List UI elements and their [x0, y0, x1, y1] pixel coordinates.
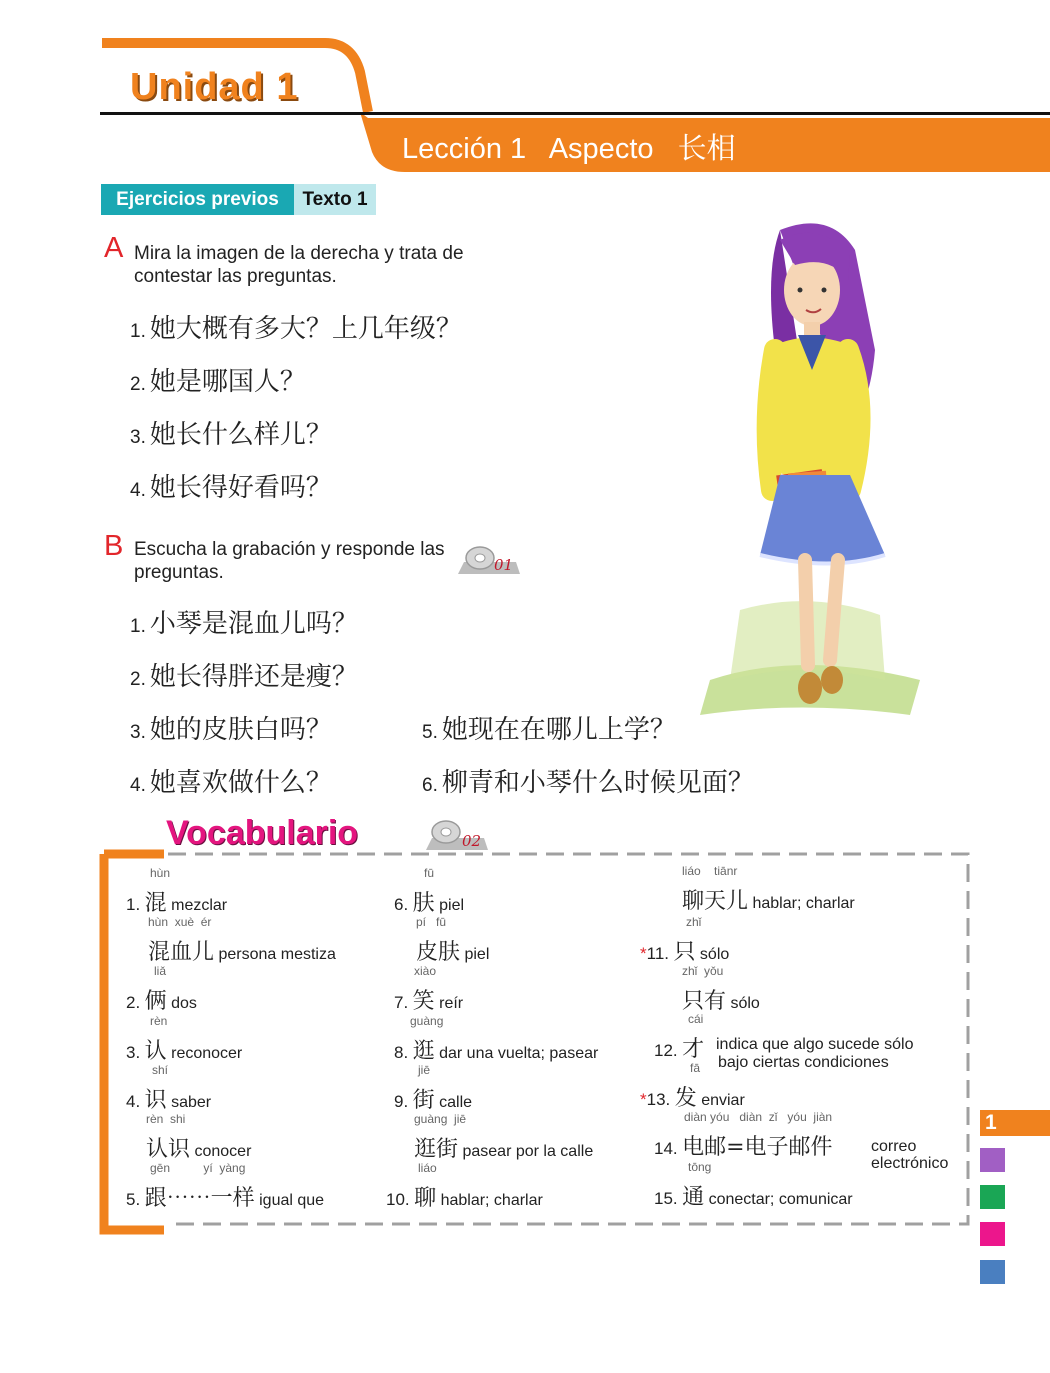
section-b-instruction: Escucha la grabación y responde las preguntas. — [134, 539, 445, 583]
vocab-entry-1b: hùn xuè ér 混血儿 persona mestiza — [148, 915, 336, 965]
side-color-tab-blue — [980, 1260, 1005, 1284]
vocab-entry-11: zhǐ *11. 只 sólo — [640, 915, 730, 965]
vocab-entry-10b: liáo tiānr 聊天儿 hablar; charlar — [682, 864, 855, 914]
vocab-entry-1: hùn 1. 混 mezclar — [126, 866, 228, 916]
lesson-title: Lección 1 Aspecto 长相 — [402, 133, 736, 165]
vocab-entry-14: diàn yóu diàn zǐ yóu jiàn 14. 电邮=电子邮件 — [654, 1110, 833, 1160]
vocab-entry-13: fā *13. 发 enviar — [640, 1061, 745, 1111]
vocab-entry-2: liǎ 2. 俩 dos — [126, 964, 197, 1014]
question-b3: 3. 她的皮肤白吗？ — [130, 715, 332, 745]
section-b-letter: B — [104, 530, 124, 562]
header-divider — [100, 112, 1050, 115]
question-b1: 1. 小琴是混血儿吗？ — [130, 609, 358, 639]
vocab-entry-15: tōng 15. 通 conectar; comunicar — [654, 1160, 853, 1210]
vocab-entry-14-meaning: correo — [871, 1138, 917, 1155]
section-a-letter: A — [104, 232, 124, 264]
vocab-entry-10: liáo 10. 聊 hablar; charlar — [386, 1161, 543, 1211]
question-b4: 4. 她喜欢做什么？ — [130, 768, 332, 798]
vocabulary-audio-track-number: 02 — [462, 832, 482, 850]
question-a2: 2. 她是哪国人？ — [130, 367, 306, 397]
side-color-tab-pink — [980, 1222, 1005, 1246]
girl-illustration — [680, 210, 930, 730]
audio-track-number: 01 — [494, 556, 514, 574]
page-number-tab — [980, 1110, 1050, 1136]
side-color-tab-green — [980, 1185, 1005, 1209]
question-a1: 1. 她大概有多大？上几年级？ — [130, 314, 462, 344]
vocab-entry-11b: zhǐ yǒu 只有 sólo — [682, 964, 760, 1014]
question-a3: 3. 她长什么样儿？ — [130, 420, 332, 450]
vocabulary-title: Vocabulario — [166, 814, 359, 852]
audio-cd-icon[interactable] — [456, 540, 522, 578]
question-b5: 5. 她现在在哪儿上学？ — [422, 715, 676, 745]
vocab-entry-4b: rèn shi 认识 conocer — [146, 1112, 252, 1162]
question-b6: 6. 柳青和小琴什么时候见面？ — [422, 768, 754, 798]
tab-prev-exercises: Ejercicios previos — [101, 184, 294, 215]
section-a-instruction: Mira la imagen de la derecha y trata de contestar las preguntas. — [134, 243, 464, 287]
question-a4: 4. 她长得好看吗？ — [130, 473, 332, 503]
side-color-tab-purple — [980, 1148, 1005, 1172]
vocab-entry-14-meaning-2: electrónico — [871, 1155, 949, 1172]
vocab-entry-5: gēn yí yàng 5. 跟⋯⋯一样 igual que — [126, 1161, 325, 1211]
vocab-entry-8: guàng 8. 逛 dar una vuelta; pasear — [394, 1014, 599, 1064]
vocab-entry-4: shí 4. 识 saber — [126, 1063, 212, 1113]
page-number: 1 — [985, 1111, 997, 1134]
unit-title: Unidad 1 — [130, 66, 299, 108]
vocab-entry-7: xiào 7. 笑 reír — [394, 964, 464, 1014]
tab-text: Texto 1 — [294, 184, 376, 215]
vocab-entry-3: rèn 3. 认 reconocer — [126, 1014, 243, 1064]
vocab-entry-9: jiē 9. 街 calle — [394, 1063, 473, 1113]
vocab-entry-9b: guàng jiē 逛街 pasear por la calle — [414, 1112, 594, 1162]
vocab-entry-6b: pí fū 皮肤 piel — [416, 915, 490, 965]
vocab-entry-12-meaning-2: bajo ciertas condiciones — [718, 1054, 889, 1071]
vocab-entry-6: fū 6. 肤 piel — [394, 866, 465, 916]
vocab-entry-12-meaning: indica que algo sucede sólo — [716, 1036, 914, 1053]
vocab-entry-12: cái 12. 才 — [654, 1012, 705, 1062]
question-b2: 2. 她长得胖还是瘦？ — [130, 662, 358, 692]
